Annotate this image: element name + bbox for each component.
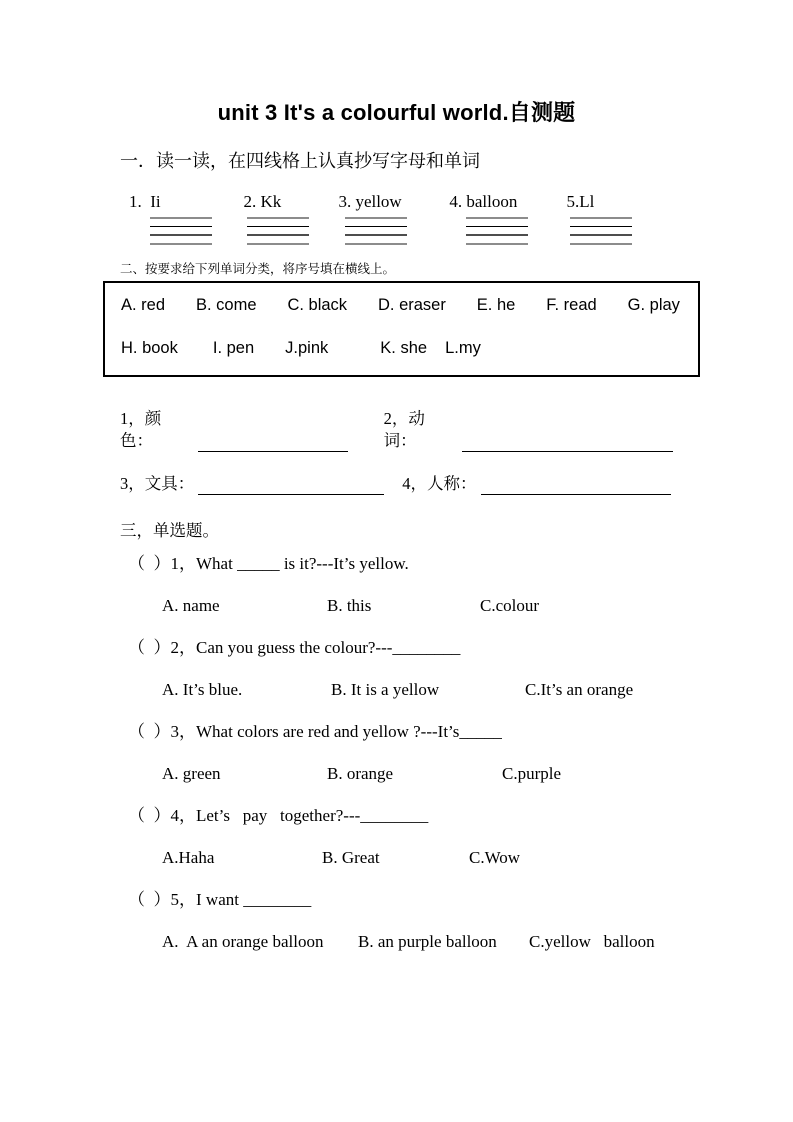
answer-blank-line — [481, 476, 671, 495]
option-c: C.colour — [480, 596, 540, 615]
question-stem: （ ）5，I want ________ — [128, 890, 312, 909]
grid-line — [570, 217, 632, 219]
copy-item — [129, 191, 243, 245]
word-bank-item: B. come — [195, 296, 257, 314]
copy-item-label: 3. yellow — [338, 192, 402, 211]
grid-line — [466, 217, 528, 219]
copy-item-label: 1. Ii — [129, 192, 161, 211]
grid-line — [150, 234, 212, 236]
option-b: B. an purple balloon — [358, 932, 497, 951]
section3-heading: 三，单选题。 — [120, 521, 219, 540]
copy-item-label: 5.Ll — [566, 192, 595, 211]
grid-line — [247, 243, 309, 245]
question-options — [120, 753, 673, 795]
option-a: A. green — [162, 764, 221, 783]
blank-label-colors: 1，颜色： — [120, 409, 162, 450]
blank-label-pronouns: 4，人称： — [402, 474, 477, 493]
option-a: A. name — [162, 596, 220, 615]
question-options — [120, 921, 673, 963]
word-bank-item: K. she — [380, 339, 428, 357]
question-4 — [120, 795, 673, 879]
grid-line — [466, 243, 528, 245]
question-options — [120, 837, 673, 879]
section1-heading: 一．读一读，在四线格上认真抄写字母和单词 — [120, 151, 480, 171]
copy-item-label: 4. balloon — [449, 192, 518, 211]
four-line-writing-grid — [150, 217, 212, 245]
option-b: B. this — [327, 596, 372, 615]
copy-item — [338, 191, 449, 245]
grid-line — [570, 226, 632, 228]
answer-blank-line — [462, 433, 673, 452]
grid-line — [345, 243, 407, 245]
four-line-writing-grid — [345, 217, 407, 245]
word-bank-row — [121, 296, 680, 315]
word-bank-item: I. pen — [212, 339, 255, 357]
four-line-writing-grid — [247, 217, 309, 245]
option-c: C.Wow — [469, 848, 521, 867]
word-bank-item: L.my — [445, 339, 481, 357]
blank-label-stationery: 3，文具： — [120, 474, 195, 493]
word-bank-item: C. black — [287, 296, 348, 314]
option-a: A.Haha — [162, 848, 215, 867]
question-stem: （ ）1，What _____ is it?---It’s yellow. — [128, 554, 409, 573]
copy-item — [449, 191, 566, 245]
word-bank-box — [103, 281, 700, 377]
grid-line — [150, 243, 212, 245]
classification-blank-row — [120, 408, 673, 452]
page-title: unit 3 It's a colourful world.自测题 — [217, 100, 576, 125]
grid-line — [570, 234, 632, 236]
question-3 — [120, 711, 673, 795]
copy-item-label: 2. Kk — [243, 192, 282, 211]
classification-blank-row — [120, 473, 673, 495]
option-a: A. It’s blue. — [162, 680, 243, 699]
question-2 — [120, 627, 673, 711]
option-c: C.purple — [502, 764, 562, 783]
question-5 — [120, 879, 673, 963]
copy-item — [243, 191, 338, 245]
grid-line — [150, 226, 212, 228]
question-stem: （ ）3，What colors are red and yellow ?---It’s_____ — [128, 722, 502, 741]
question-options — [120, 669, 673, 711]
question-stem: （ ）4，Let’s pay together?---________ — [128, 806, 429, 825]
grid-line — [466, 226, 528, 228]
grid-line — [345, 217, 407, 219]
section2-heading: 二、按要求给下列单词分类，将序号填在横线上。 — [120, 262, 396, 276]
grid-line — [570, 243, 632, 245]
grid-line — [247, 226, 309, 228]
answer-blank-line — [198, 476, 384, 495]
grid-line — [345, 226, 407, 228]
option-a: A. A an orange balloon — [162, 932, 324, 951]
word-bank-item: J.pink — [285, 339, 329, 357]
word-bank-item: A. red — [121, 296, 166, 314]
option-b: B. orange — [327, 764, 394, 783]
word-bank-item: D. eraser — [377, 296, 446, 314]
blank-label-verbs: 2，动词： — [383, 409, 425, 450]
option-c: C.It’s an orange — [525, 680, 634, 699]
question-1 — [120, 543, 673, 627]
option-b: B. Great — [322, 848, 380, 867]
grid-line — [247, 217, 309, 219]
copy-item — [567, 191, 674, 245]
answer-blank-line — [198, 433, 348, 452]
question-stem: （ ）2，Can you guess the colour?---________ — [128, 638, 461, 657]
grid-line — [150, 217, 212, 219]
grid-line — [345, 234, 407, 236]
word-bank-item: H. book — [121, 339, 178, 357]
grid-line — [247, 234, 309, 236]
word-bank-item: G. play — [627, 296, 680, 314]
copy-items-row — [129, 191, 673, 245]
question-options — [120, 585, 673, 627]
option-b: B. It is a yellow — [331, 680, 440, 699]
word-bank-item: E. he — [476, 296, 516, 314]
four-line-writing-grid — [570, 217, 632, 245]
word-bank-row — [121, 339, 680, 358]
option-c: C.yellow balloon — [529, 932, 655, 951]
grid-line — [466, 234, 528, 236]
four-line-writing-grid — [466, 217, 528, 245]
word-bank-item: F. read — [546, 296, 597, 314]
